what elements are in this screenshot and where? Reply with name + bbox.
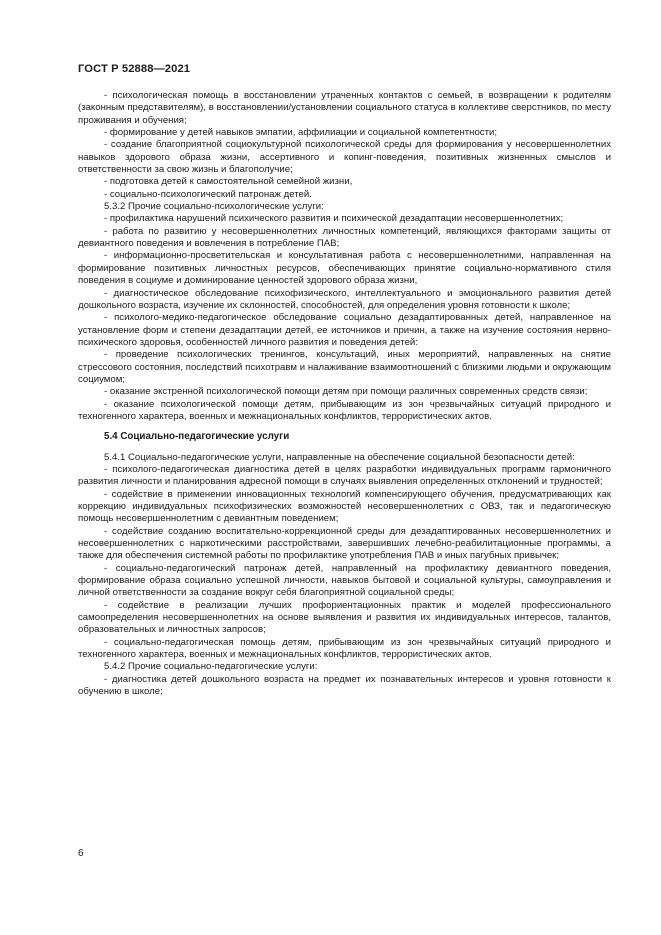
document-body [78, 90, 611, 699]
paragraph: 5.4.2 Прочие социально-педагогические услуги: [104, 661, 318, 673]
paragraph: - профилактика нарушений психического развития и психической дезадаптации несовершеннолетних; [104, 213, 564, 225]
section-5-4-list [78, 452, 611, 699]
paragraph: - социально-педагогический патронаж детей, направленный на профилактику девиантного поведения, формирование образа социально успешной личности, навыков бытовой и социальной культуры, самоуправления и личной ответственности за создание вокруг себя благоприятной социальной среды; [78, 562, 611, 599]
section-5-3-list [78, 90, 611, 423]
paragraph: 5.4.1 Социально-педагогические услуги, направленные на обеспечение социальной безопасности детей: [104, 451, 575, 463]
paragraph: - социально-педагогическая помощь детям, прибывающим из зон чрезвычайных ситуаций природного и техногенного характера, военных и межнациональных конфликтов, террористических актов. [78, 636, 611, 661]
paragraph: - диагностическое обследование психофизического, интеллектуального и эмоционального развития детей дошкольного возраста, изучение их склонностей, способностей, для определения уровня готовности к школе; [78, 287, 611, 311]
paragraph: - оказание психологической помощи детям, прибывающим из зон чрезвычайных ситуаций природного и техногенного характера, военных и межнациональных конфликтов, террористических актов. [78, 398, 611, 422]
paragraph: - информационно-просветительская и консультативная работа с несовершеннолетними, направленная на формирование позитивных личностных ресурсов, обеспечивающих принятие социально-нормативного стиля поведения в социуме и доминирование ценностей здорового образа жизни, [78, 250, 611, 287]
paragraph: - формирование у детей навыков эмпатии, аффилиации и социальной компетентности; [104, 127, 498, 139]
paragraph: - социально-психологический патронаж детей. [104, 188, 312, 200]
paragraph: - проведение психологических тренингов, консультаций, иных мероприятий, направленных на снятие стрессового состояния, последствий психотравм и налаживание взаимоотношений с близкими людьми и окружающим социумом; [78, 349, 611, 385]
paragraph: - содействие в применении инновационных технологий компенсирующего обучения, предусматривающих как коррекцию индивидуальных психофизических возможностей несовершеннолетних с ОВЗ, так и педагогическую помощь несовершеннолетним с девиантным поведением; [78, 488, 611, 525]
paragraph: - создание благоприятной социокультурной психологической среды для формирования у несовершеннолетних навыков здорового образа жизни, ассертивного и копинг-поведения, позитивных жизненных смыслов и ответственности за свою жизнь и благополучие; [78, 139, 611, 176]
paragraph: - оказание экстренной психологической помощи детям при помощи различных современных средств связи; [104, 386, 588, 398]
paragraph: - психологическая помощь в восстановлении утраченных контактов с семьей, в возвращении к родителям (законным представителям), в восстановлении/установлении социального статуса в коллективе сверстников, по месту проживания и обучения; [78, 90, 611, 126]
paragraph: - содействие созданию воспитательно-коррекционной среды для дезадаптированных несовершеннолетних и несовершеннолетних с наркотическими расстройствами, завершивших лечебно-реабилитационные программы, а также для обеспечения системной работы по профилактике употребления ПАВ и иных пагубных привычек; [78, 525, 611, 562]
standard-designation: ГОСТ Р 52888—2021 [78, 63, 191, 75]
paragraph: - содействие в реализации лучших профориентационных практик и моделей профессионального самоопределения несовершеннолетних на основе выявления и развития их индивидуальных интересов, талантов, образовательных и личностных запросов; [78, 599, 611, 636]
paragraph: - психолого-медико-педагогическое обследование социально дезадаптированных детей, направленное на установление форм и степени дезадаптации детей, ее источников и причин, а также на изучение состояния нервно-психического здоровья, особенностей личного развития и поведения детей: [78, 312, 611, 348]
paragraph: - диагностика детей дошкольного возраста на предмет их познавательных интересов и уровня готовности к обучению в школе; [78, 673, 611, 698]
paragraph: - психолого-педагогическая диагностика детей в целях разработки индивидуальных программ гармоничного развития личности и планирования адресной помощи в случаях выявления определенных отклонений и трудностей; [78, 463, 611, 488]
paragraph: - подготовка детей к самостоятельной семейной жизни, [104, 176, 353, 188]
paragraph: - работа по развитию у несовершеннолетних личностных компетенций, являющихся факторами защиты от девиантного поведения и вовлечения в потребление ПАВ; [78, 225, 611, 250]
paragraph: 5.3.2 Прочие социально-психологические услуги: [104, 201, 324, 213]
page-number: 6 [78, 848, 84, 859]
section-heading-5-4: 5.4 Социально-педагогические услуги [104, 431, 290, 443]
